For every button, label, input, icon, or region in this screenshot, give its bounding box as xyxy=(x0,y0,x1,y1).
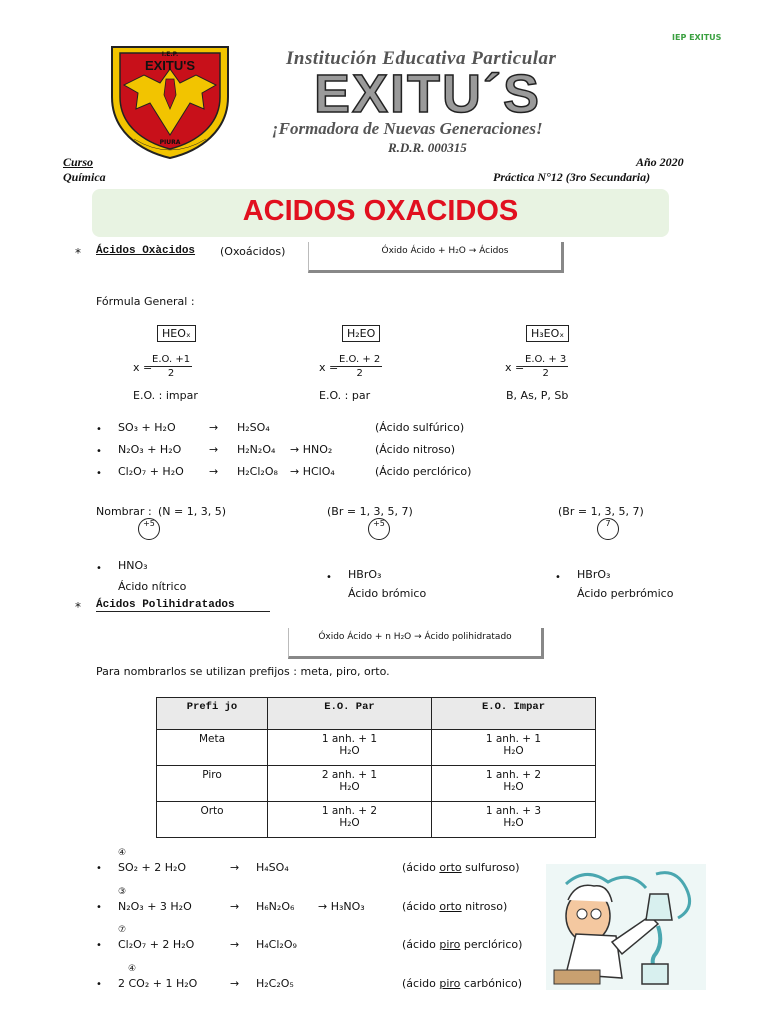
reaction-reactants: SO₃ + H₂O xyxy=(118,421,176,434)
section2-star: * xyxy=(75,600,81,614)
oxidation-circle: +5 xyxy=(138,518,160,540)
name-post: nitroso) xyxy=(461,900,508,913)
fraction-3-num: E.O. + 3 xyxy=(525,354,567,365)
course-value: Química xyxy=(63,170,106,184)
table-cell-odd xyxy=(432,730,596,766)
arrow: → xyxy=(230,938,240,951)
table-cell-even xyxy=(268,730,432,766)
section1-star: * xyxy=(75,246,81,260)
arrow: → xyxy=(230,861,240,874)
reaction-product: H₂N₂O₄ xyxy=(237,443,276,456)
reaction-product: H₂SO₄ xyxy=(237,421,270,434)
cell-line: H₂O xyxy=(503,745,524,757)
reaction-name: (Ácido sulfúrico) xyxy=(375,421,465,434)
named-acid: Ácido nítrico xyxy=(118,580,187,593)
cell-line: 1 anh. + 2 xyxy=(485,769,542,781)
section1-heading-note: (Oxoácidos) xyxy=(220,245,286,258)
cell-line: H₂O xyxy=(503,817,524,829)
logo-top-text: I.E.P. xyxy=(161,51,179,58)
example-reactants: Cl₂O₇ + 2 H₂O xyxy=(118,938,195,951)
fraction-3-den: 2 xyxy=(542,368,549,379)
bullet: • xyxy=(96,424,102,435)
name-prefix: piro xyxy=(439,977,461,990)
school-slogan: ¡Formadora de Nuevas Generaciones! xyxy=(272,119,543,138)
name-prefix: orto xyxy=(439,900,462,913)
bullet: • xyxy=(96,468,102,479)
example-name xyxy=(402,900,507,913)
naming-label: Nombrar : xyxy=(96,505,152,518)
fraction-3 xyxy=(523,353,568,380)
polyhydrate-summary-text: Óxido Ácido + n H₂O → Ácido polihidratado xyxy=(318,632,512,642)
name-pre: (ácido xyxy=(402,861,440,874)
bullet: • xyxy=(96,446,102,457)
x-equals-1: x = xyxy=(133,361,153,374)
eo-impar: E.O. : impar xyxy=(133,389,198,402)
name-post: sulfuroso) xyxy=(461,861,520,874)
example-row xyxy=(0,964,540,998)
named-formula: HBrO₃ xyxy=(348,568,382,581)
named-formula: HBrO₃ xyxy=(577,568,611,581)
formula-box-h3eox: H₃EOₓ xyxy=(526,325,569,342)
reaction-reactants: N₂O₃ + H₂O xyxy=(118,443,182,456)
example-product: H₄Cl₂O₉ xyxy=(256,938,297,951)
example-name xyxy=(402,977,522,990)
x-equals-2: x = xyxy=(319,361,339,374)
reaction-row xyxy=(0,421,768,445)
oxidation-mark: ④ xyxy=(118,848,127,858)
practice-label: Práctica N°12 (3ro Secundaria) xyxy=(493,170,651,184)
cell-line: 1 anh. + 1 xyxy=(321,733,378,745)
reaction-name: (Ácido nitroso) xyxy=(375,443,456,456)
example-row xyxy=(0,848,540,882)
oxidation-mark: ④ xyxy=(128,964,137,974)
table-row xyxy=(157,802,596,838)
table-header-even: E.O. Par xyxy=(268,698,432,730)
table-cell-even xyxy=(268,802,432,838)
polyhydrate-summary-box xyxy=(288,628,544,659)
formula-box-h2eo: H₂EO xyxy=(342,325,380,342)
table-header-prefix: Prefi jo xyxy=(157,698,268,730)
example-name xyxy=(402,938,522,951)
institution-name: Institución Educativa Particular xyxy=(286,48,557,69)
naming-set-br-2: (Br = 1, 3, 5, 7) xyxy=(558,505,644,518)
fraction-1-den: 2 xyxy=(167,368,175,379)
fraction-1-num: E.O. +1 xyxy=(152,354,191,365)
example-reactants: SO₂ + 2 H₂O xyxy=(118,861,187,874)
named-formula: HNO₃ xyxy=(118,559,148,572)
reaction-row xyxy=(0,465,768,489)
example-reactants: N₂O₃ + 3 H₂O xyxy=(118,900,192,913)
table-cell-odd xyxy=(432,802,596,838)
logo-bottom-text: PIURA xyxy=(159,139,181,146)
example-row xyxy=(0,925,540,959)
table-cell-prefix: Meta xyxy=(157,730,268,766)
name-prefix: piro xyxy=(439,938,461,951)
table-cell-even xyxy=(268,766,432,802)
example-reactants: 2 CO₂ + 1 H₂O xyxy=(118,977,198,990)
cell-line: H₂O xyxy=(503,781,524,793)
prefix-intro: Para nombrarlos se utilizan prefijos : meta, piro, orto. xyxy=(96,665,390,678)
cell-line: 1 anh. + 3 xyxy=(485,805,542,817)
scientist-illustration xyxy=(546,864,706,990)
table-row xyxy=(157,730,596,766)
title-banner xyxy=(92,189,669,237)
fraction-2-num: E.O. + 2 xyxy=(339,354,381,365)
reaction-extra: → HClO₄ xyxy=(290,465,335,478)
bullet: • xyxy=(96,902,102,913)
reaction-name: (Ácido perclórico) xyxy=(375,465,472,478)
arrow: → xyxy=(209,421,219,434)
name-prefix: orto xyxy=(439,861,462,874)
example-product: H₂C₂O₅ xyxy=(256,977,294,990)
oxidation-circle: 7 xyxy=(597,518,619,540)
reaction-summary-box xyxy=(308,242,564,273)
example-product: H₄SO₄ xyxy=(256,861,289,874)
prefix-table xyxy=(156,697,596,838)
named-acid: Ácido brómico xyxy=(348,587,427,600)
arrow: → xyxy=(209,443,219,456)
reaction-reactants: Cl₂O₇ + H₂O xyxy=(118,465,184,478)
formula-general-label: Fórmula General : xyxy=(96,295,195,308)
reaction-product: H₂Cl₂O₈ xyxy=(237,465,278,478)
x-equals-3: x = xyxy=(505,361,525,374)
course-label: Curso xyxy=(63,155,94,169)
cell-line: H₂O xyxy=(339,745,360,757)
rdr-number: R.D.R. 000315 xyxy=(388,140,467,155)
table-cell-prefix: Piro xyxy=(157,766,268,802)
name-post: perclórico) xyxy=(460,938,523,951)
eo-elements: B, As, P, Sb xyxy=(506,389,569,402)
table-row xyxy=(157,766,596,802)
corner-tag: IEP EXITUS xyxy=(672,33,722,42)
page-title: ACIDOS OXACIDOS xyxy=(242,195,519,227)
fraction-2 xyxy=(337,353,382,380)
oxidation-mark: ⑦ xyxy=(118,925,127,935)
example-row xyxy=(0,887,540,921)
bullet: • xyxy=(96,940,102,951)
arrow: → xyxy=(230,900,240,913)
naming-set-br: (Br = 1, 3, 5, 7) xyxy=(327,505,413,518)
school-logo xyxy=(104,39,236,159)
table-cell-prefix: Orto xyxy=(157,802,268,838)
bullet: • xyxy=(555,572,561,583)
section2-heading: Ácidos Polihidratados xyxy=(96,599,270,612)
cell-line: 1 anh. + 2 xyxy=(321,805,378,817)
reaction-summary-text: Óxido Ácido + H₂O → Ácidos xyxy=(381,246,509,256)
fraction-2-den: 2 xyxy=(356,368,363,379)
bullet: • xyxy=(326,572,332,583)
bullet: • xyxy=(96,979,102,990)
example-product: H₆N₂O₆ xyxy=(256,900,295,913)
name-post: carbónico) xyxy=(460,977,523,990)
table-cell-odd xyxy=(432,766,596,802)
eo-par: E.O. : par xyxy=(319,389,371,402)
arrow: → xyxy=(230,977,240,990)
table-header-odd: E.O. Impar xyxy=(432,698,596,730)
cell-line: H₂O xyxy=(339,781,360,793)
name-pre: (ácido xyxy=(402,938,440,951)
example-name xyxy=(402,861,520,874)
name-pre: (ácido xyxy=(402,977,440,990)
bullet: • xyxy=(96,863,102,874)
school-brand: EXITU´S xyxy=(314,64,542,124)
example-extra: → H₃NO₃ xyxy=(318,900,365,913)
oxidation-mark: ③ xyxy=(118,887,127,897)
cell-line: 1 anh. + 1 xyxy=(485,733,542,745)
name-pre: (ácido xyxy=(402,900,440,913)
year-label: Año 2020 xyxy=(636,155,684,169)
bullet: • xyxy=(96,563,102,574)
cell-line: 2 anh. + 1 xyxy=(321,769,378,781)
cell-line: H₂O xyxy=(339,817,360,829)
formula-box-heox: HEOₓ xyxy=(157,325,196,342)
naming-set-n: (N = 1, 3, 5) xyxy=(158,505,227,518)
reaction-row xyxy=(0,443,768,467)
fraction-1 xyxy=(150,353,192,380)
named-acid: Ácido perbrómico xyxy=(577,587,674,600)
section1-heading: Ácidos Oxàcidos xyxy=(96,245,196,257)
arrow: → xyxy=(209,465,219,478)
logo-name: EXITU'S xyxy=(144,58,196,73)
reaction-extra: → HNO₂ xyxy=(290,443,333,456)
oxidation-circle: +5 xyxy=(368,518,390,540)
